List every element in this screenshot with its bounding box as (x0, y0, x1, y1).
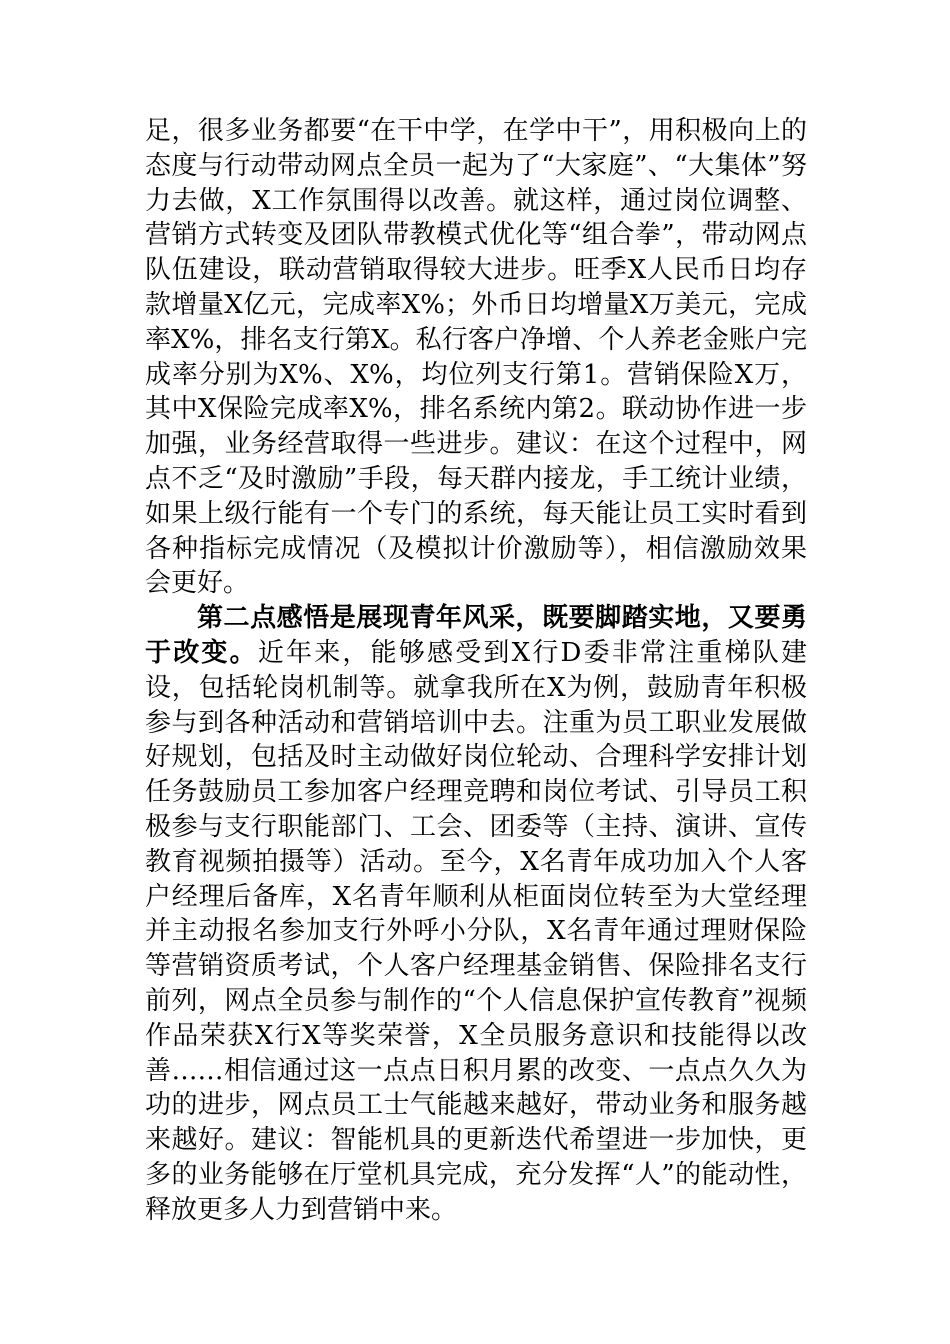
paragraph-1 (145, 114, 807, 601)
paragraph-1-text: 足，很多业务都要“在干中学，在学中干”，用积极向上的态度与行动带动网点全员一起为了“大家庭”、“大集体”努力去做，X工作氛围得以改善。就这样，通过岗位调整、营销方式转变及团队带教模式优化等“组合拳”，带动网点队伍建设，联动营销取得较大进步。旺季X人民币日均存款增量X亿元，完成率X%；外币日均增量X万美元，完成率X%，排名支行第X。私行客户净增、个人养老金账户完成率分别为X%、X%，均位列支行第1。营销保险X万，其中X保险完成率X%，排名系统内第2。联动协作进一步加强，业务经营取得一些进步。建议：在这个过程中，网点不乏“及时激励”手段，每天群内接龙，手工统计业绩，如果上级行能有一个专门的系统，每天能让员工实时看到各种指标完成情况（及模拟计价激励等），相信激励效果会更好。 (145, 116, 807, 599)
paragraph-2-text: 近年来，能够感受到X行D委非常注重梯队建设，包括轮岗机制等。就拿我所在X为例，鼓励青年积极参与到各种活动和营销培训中去。注重为员工职业发展做好规划，包括及时主动做好岗位轮动、合理科学安排计划任务鼓励员工参加客户经理竞聘和岗位考试、引导员工积极参与支行职能部门、工会、团委等（主持、演讲、宣传教育视频拍摄等）活动。至今，X名青年成功加入个人客户经理后备库，X名青年顺利从柜面岗位转至为大堂经理并主动报名参加支行外呼小分队，X名青年通过理财保险等营销资质考试，个人客户经理基金销售、保险排名支行前列，网点全员参与制作的“个人信息保护宣传教育”视频作品荣获X行X等奖荣誉，X全员服务意识和技能得以改善……相信通过这一点点日积月累的改变、一点点久久为功的进步，网点员工士气能越来越好，带动业务和服务越来越好。建议：智能机具的更新迭代希望进一步加快，更多的业务能够在厅堂机具完成，充分发挥“人”的能动性，释放更多人力到营销中来。 (145, 637, 807, 1225)
paragraph-2-lead: 第二点感悟是展现青年风采，既要脚踏实地，又要勇于改变。 (145, 603, 807, 668)
document-body (145, 114, 807, 1228)
paragraph-2 (145, 601, 807, 1227)
